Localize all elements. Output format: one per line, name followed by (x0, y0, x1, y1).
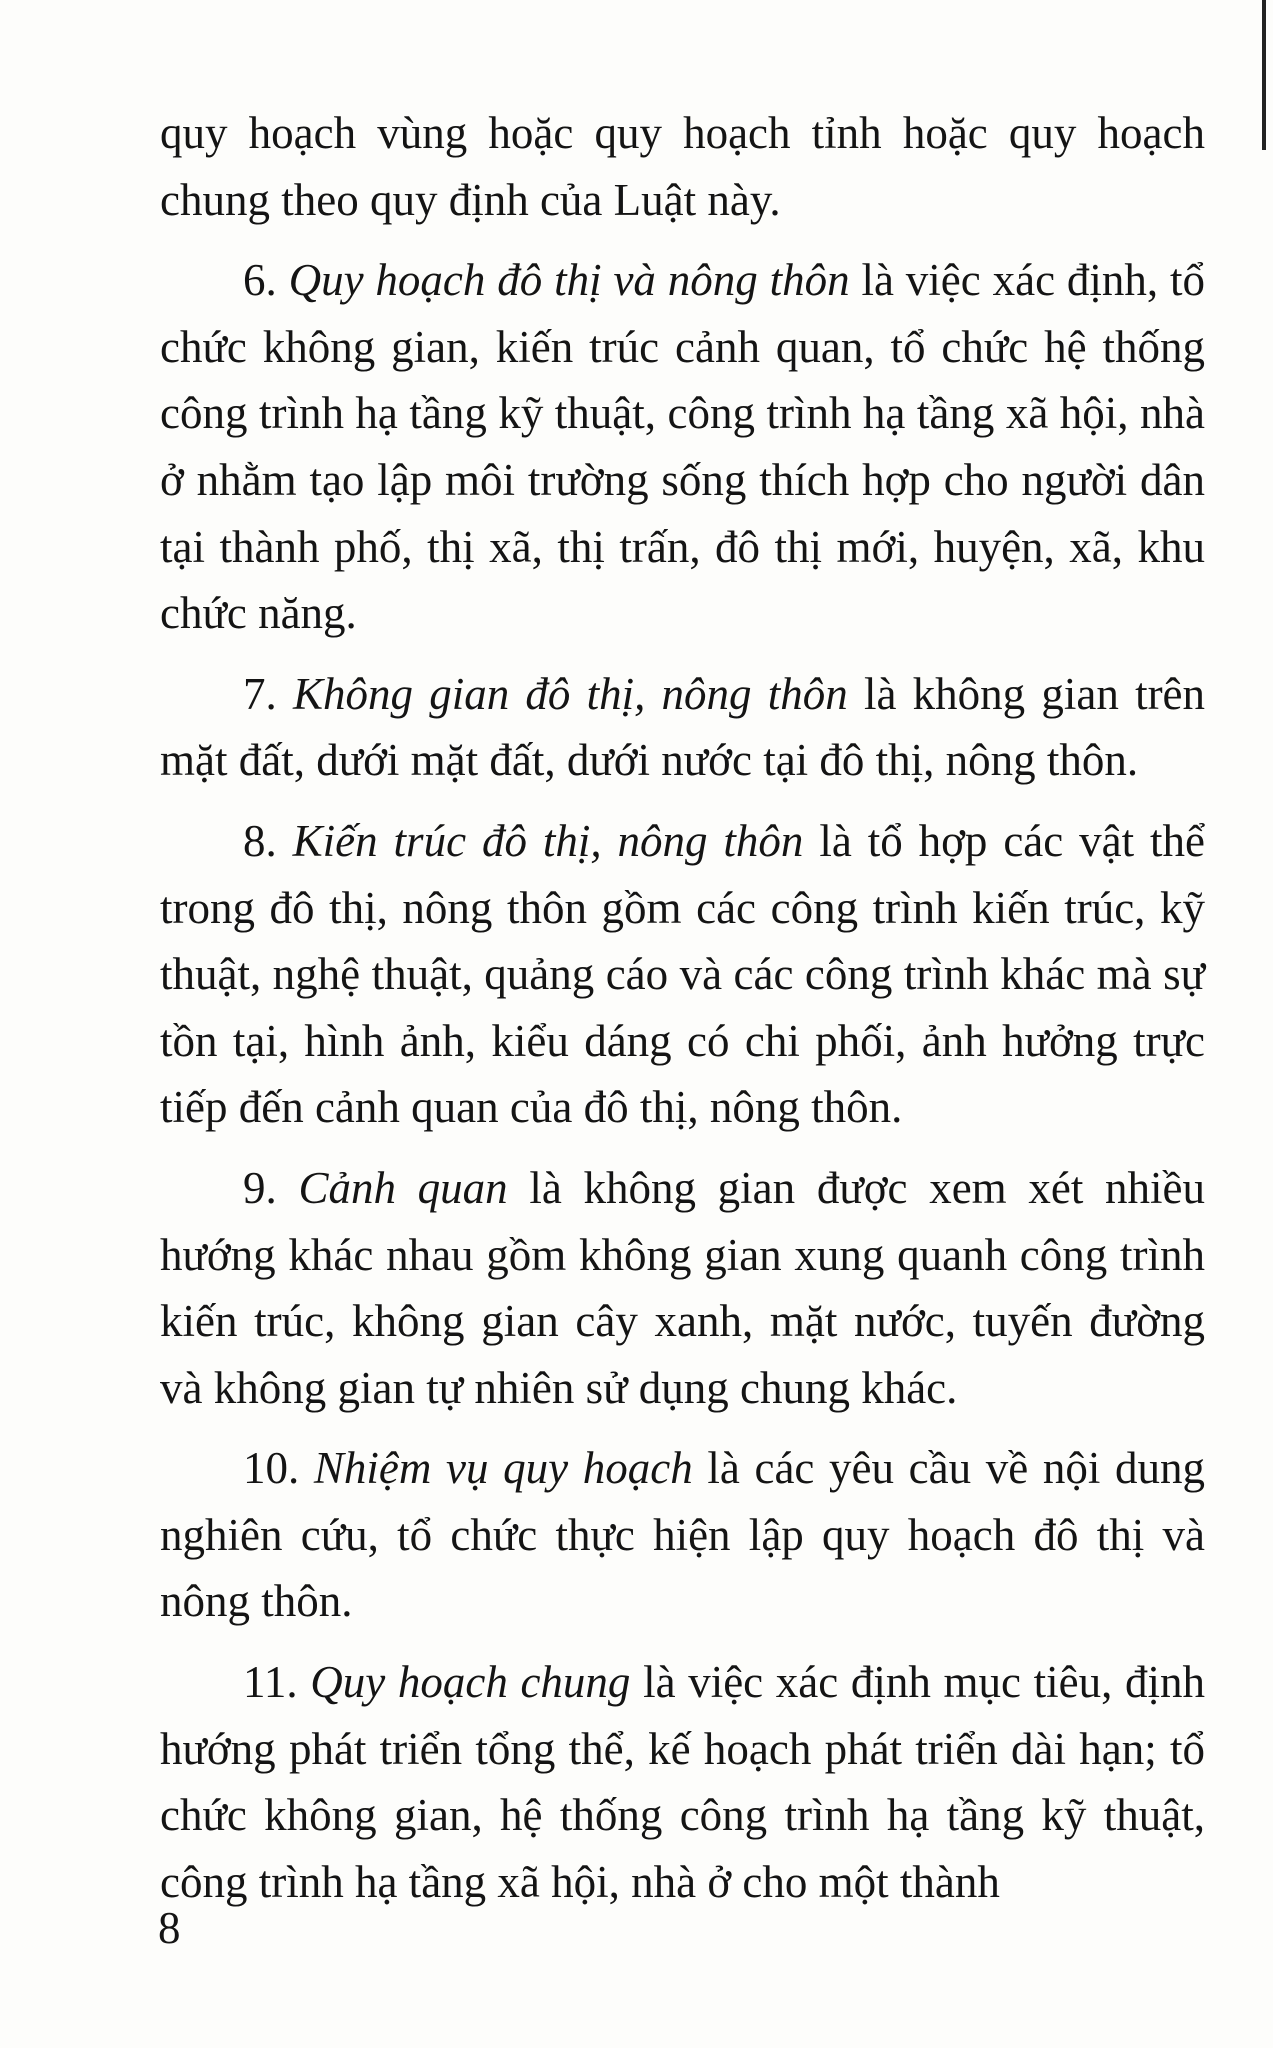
edge-rule (1262, 0, 1266, 150)
item-number: 6. (243, 255, 277, 306)
definition-text: là không gian được xem xét nhiều hướng khác nhau gồm không gian xung quanh công trình kiến trúc, không gian cây xanh, mặt nước, tuyến đường và không gian tự nhiên sử dụng chung khác. (160, 1162, 1205, 1413)
paragraph-continuation (160, 100, 1205, 233)
definition-text: là việc xác định, tổ chức không gian, kiến trúc cảnh quan, tổ chức hệ thống công trình hạ tầng kỹ thuật, công trình hạ tầng xã hội, nhà ở nhằm tạo lập môi trường sống thích hợp cho người dân tại thành phố, thị xã, thị trấn, đô thị mới, huyện, xã, khu chức năng. (160, 255, 1206, 639)
paragraph-definition-6 (160, 247, 1205, 647)
defined-term: Quy hoạch chung (310, 1657, 631, 1708)
item-number: 8. (243, 815, 277, 866)
item-number: 10. (243, 1443, 300, 1494)
page-number: 8 (158, 1903, 181, 1953)
paragraph-definition-9 (160, 1155, 1205, 1421)
defined-term: Không gian đô thị, nông thôn (292, 668, 848, 719)
definition-text: là việc xác định mục tiêu, định hướng phát triển tổng thể, kế hoạch phát triển dài hạn; tổ chức không gian, hệ thống công trình hạ tầng kỹ thuật, công trình hạ tầng xã hội, nhà ở cho một thành (160, 1657, 1205, 1907)
paragraph-text: quy hoạch vùng hoặc quy hoạch tỉnh hoặc quy hoạch chung theo quy định của Luật này. (160, 108, 1205, 225)
paragraph-definition-7 (160, 661, 1205, 794)
item-number: 7. (243, 668, 277, 719)
definition-text: là các yêu cầu về nội dung nghiên cứu, tổ chức thực hiện lập quy hoạch đô thị và nông thôn. (160, 1443, 1205, 1627)
definition-text: là tổ hợp các vật thể trong đô thị, nông thôn gồm các công trình kiến trúc, kỹ thuật, nghệ thuật, quảng cáo và các công trình khác mà sự tồn tại, hình ảnh, kiểu dáng có chi phối, ảnh hưởng trực tiếp đến cảnh quan của đô thị, nông thôn. (160, 815, 1205, 1133)
definition-text: là không gian trên mặt đất, dưới mặt đất, dưới nước tại đô thị, nông thôn. (160, 668, 1206, 786)
paragraph-definition-11 (160, 1649, 1205, 1915)
body-text (160, 100, 1205, 1929)
paragraph-definition-8 (160, 808, 1205, 1141)
item-number: 11. (243, 1657, 298, 1708)
defined-term: Quy hoạch đô thị và nông thôn (288, 255, 850, 306)
defined-term: Kiến trúc đô thị, nông thôn (292, 815, 804, 866)
defined-term: Cảnh quan (298, 1162, 508, 1213)
item-number: 9. (243, 1162, 277, 1213)
paragraph-definition-10 (160, 1435, 1205, 1635)
defined-term: Nhiệm vụ quy hoạch (313, 1443, 693, 1494)
